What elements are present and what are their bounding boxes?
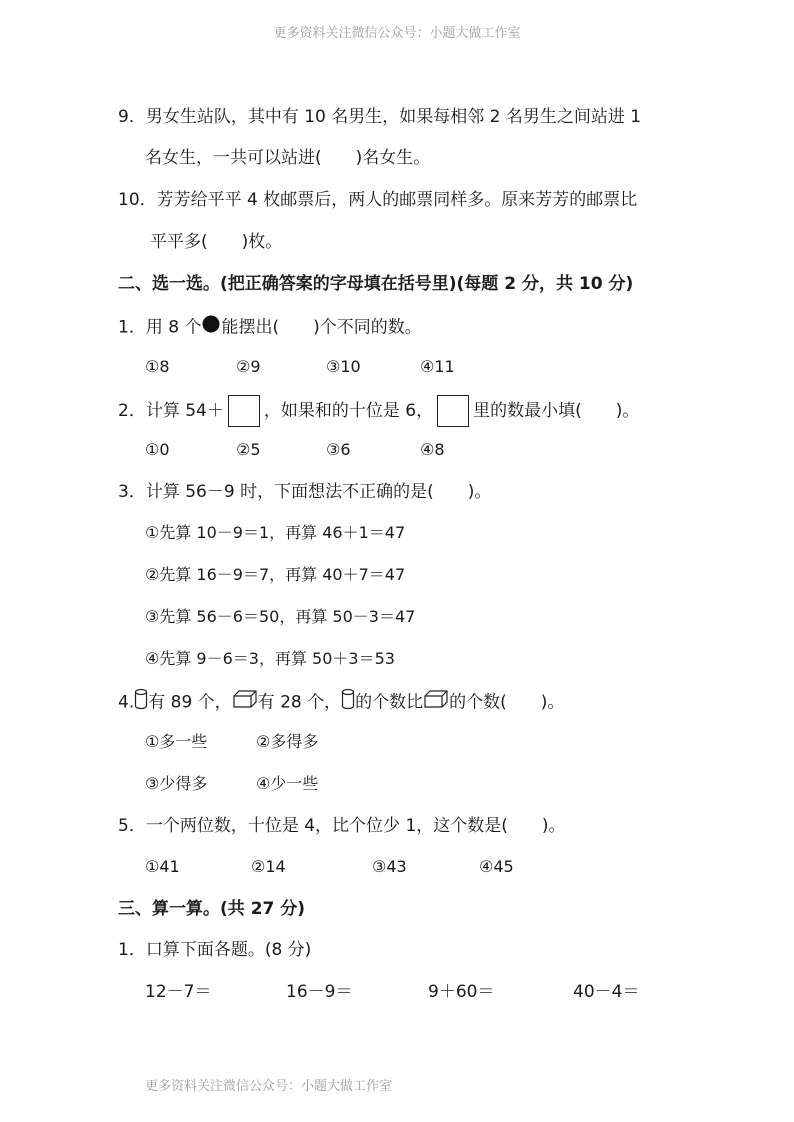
c3-option-3: ③先算 56－6＝50，再算 50－3＝47 bbox=[145, 607, 416, 626]
c3-option-2: ②先算 16－9＝7，再算 40＋7＝47 bbox=[145, 565, 406, 584]
c2-option-2: ②5 bbox=[236, 440, 261, 459]
c1-option-3: ③10 bbox=[326, 357, 361, 376]
c5-stem: 5．一个两位数，十位是 4，比个位少 1，这个数是( )。 bbox=[118, 816, 566, 836]
answer-box bbox=[437, 395, 469, 427]
q9-line1: 9．男女生站队，其中有 10 名男生，如果每相邻 2 名男生之间站进 1 bbox=[118, 107, 642, 127]
c3-option-1: ①先算 10－9＝1，再算 46＋1＝47 bbox=[145, 523, 406, 542]
c2-option-3: ③6 bbox=[326, 440, 351, 459]
c2-stem bbox=[118, 394, 639, 428]
c2-pre: 2．计算 54＋ bbox=[118, 401, 224, 421]
c4-option-1: ①多一些 bbox=[145, 732, 208, 751]
calc-item-1: 12－7＝ bbox=[145, 982, 212, 1002]
c1-pre: 1．用 8 个 bbox=[118, 317, 202, 338]
c1-stem bbox=[118, 314, 422, 341]
c5-option-3: ③43 bbox=[372, 857, 407, 876]
c5-option-4: ④45 bbox=[479, 857, 514, 876]
c4-num: 4. bbox=[118, 692, 135, 713]
c4-option-4: ④少一些 bbox=[256, 774, 319, 793]
c3-option-4: ④先算 9－6＝3，再算 50＋3＝53 bbox=[145, 649, 395, 668]
c4-option-2: ②多得多 bbox=[256, 732, 319, 751]
c4-text-1: 有 89 个， bbox=[148, 692, 232, 713]
c4-text-4: 的个数( )。 bbox=[449, 692, 565, 713]
watermark-top: 更多资料关注微信公众号：小题大做工作室 bbox=[273, 26, 521, 41]
cuboid-icon bbox=[423, 689, 449, 716]
q9-line2: 名女生，一共可以站进( )名女生。 bbox=[145, 148, 431, 168]
q10-line1: 10．芳芳给平平 4 枚邮票后，两人的邮票同样多。原来芳芳的邮票比 bbox=[118, 190, 638, 210]
c4-stem bbox=[118, 688, 564, 717]
calc-item-4: 40－4＝ bbox=[573, 982, 640, 1002]
calc-item-2: 16－9＝ bbox=[286, 982, 353, 1002]
c4-option-3: ③少得多 bbox=[145, 774, 208, 793]
c5-option-2: ②14 bbox=[251, 857, 286, 876]
c1-post: 能摆出( )个不同的数。 bbox=[221, 317, 422, 338]
calc-item-3: 9＋60＝ bbox=[428, 982, 495, 1002]
cylinder-icon bbox=[134, 688, 148, 717]
c5-option-1: ①41 bbox=[145, 857, 180, 876]
c2-mid: ，如果和的十位是 6， bbox=[263, 401, 434, 421]
section3-title: 三、算一算。(共 27 分) bbox=[118, 899, 306, 919]
cylinder-icon bbox=[341, 688, 355, 717]
s3q1-title: 1．口算下面各题。(8 分) bbox=[118, 940, 312, 960]
q10-line2: 平平多( )枚。 bbox=[150, 232, 283, 252]
c2-option-1: ①0 bbox=[145, 440, 170, 459]
answer-box bbox=[228, 395, 260, 427]
c2-post: 里的数最小填( )。 bbox=[473, 401, 640, 421]
filled-circle-icon bbox=[201, 314, 221, 341]
watermark-bottom: 更多资料关注微信公众号：小题大做工作室 bbox=[145, 1079, 393, 1094]
c2-option-4: ④8 bbox=[420, 440, 445, 459]
c3-stem: 3．计算 56－9 时，下面想法不正确的是( )。 bbox=[118, 482, 492, 502]
c4-text-3: 的个数比 bbox=[355, 692, 424, 713]
section2-title: 二、选一选。(把正确答案的字母填在括号里)(每题 2 分，共 10 分) bbox=[118, 274, 634, 294]
c1-option-2: ②9 bbox=[236, 357, 261, 376]
c4-text-2: 有 28 个， bbox=[257, 692, 342, 713]
c1-option-1: ①8 bbox=[145, 357, 170, 376]
c1-option-4: ④11 bbox=[420, 357, 455, 376]
cuboid-icon bbox=[232, 689, 258, 716]
